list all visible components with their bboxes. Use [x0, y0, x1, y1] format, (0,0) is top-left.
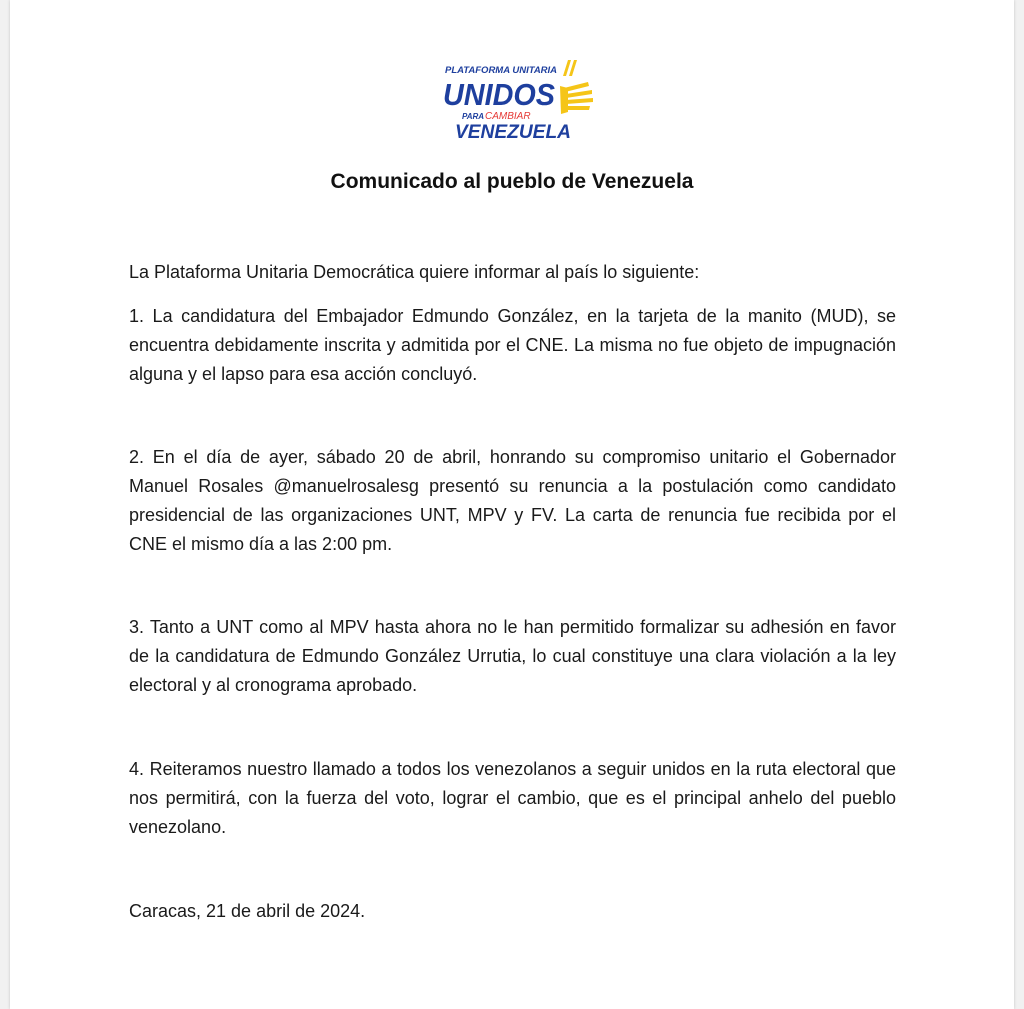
- logo-line-para: PARA: [462, 112, 485, 121]
- closing-date: Caracas, 21 de abril de 2024.: [129, 901, 366, 921]
- point-paragraph-1: 1. La candidatura del Embajador Edmundo González, en la tarjeta de la manito (MUD), se encuentra debidamente inscrita y admitida por el CNE. La misma no fue objeto de impugnación alguna y el lapso para esa acción concluyó.: [129, 306, 896, 384]
- logo-line-cambiar: CAMBIAR: [485, 111, 531, 122]
- logo-line-unidos: UNIDOS: [443, 77, 556, 112]
- document-title: Comunicado al pueblo de Venezuela: [330, 170, 694, 193]
- intro-paragraph: La Plataforma Unitaria Democrática quiere informar al país lo siguiente:: [129, 262, 700, 282]
- document-page: [10, 0, 1014, 1009]
- logo-line-venezuela: VENEZUELA: [455, 122, 571, 142]
- point-paragraph-2: 2. En el día de ayer, sábado 20 de abril, honrando su compromiso unitario el Gobernador Manuel Rosales @manuelrosalesg presentó su renuncia a la postulación como candidato presidencial de las organizaciones UNT, MPV y FV. La carta de renuncia fue recibida por el CNE el mismo día a las 2:00 pm.: [129, 447, 896, 554]
- logo-line-plataforma: PLATAFORMA UNITARIA: [445, 65, 558, 76]
- point-paragraph-4: 4. Reiteramos nuestro llamado a todos los venezolanos a seguir unidos en la ruta electoral que nos permitirá, con la fuerza del voto, lograr el cambio, que es el principal anhelo del pueblo venezolano.: [129, 759, 896, 837]
- point-paragraph-3: 3. Tanto a UNT como al MPV hasta ahora no le han permitido formalizar su adhesión en favor de la candidatura de Edmundo González Urrutia, lo cual constituye una clara violación a la ley electoral y al cronograma aprobado.: [129, 617, 896, 695]
- unidos-logo: [442, 58, 612, 142]
- hand-icon: [560, 82, 593, 114]
